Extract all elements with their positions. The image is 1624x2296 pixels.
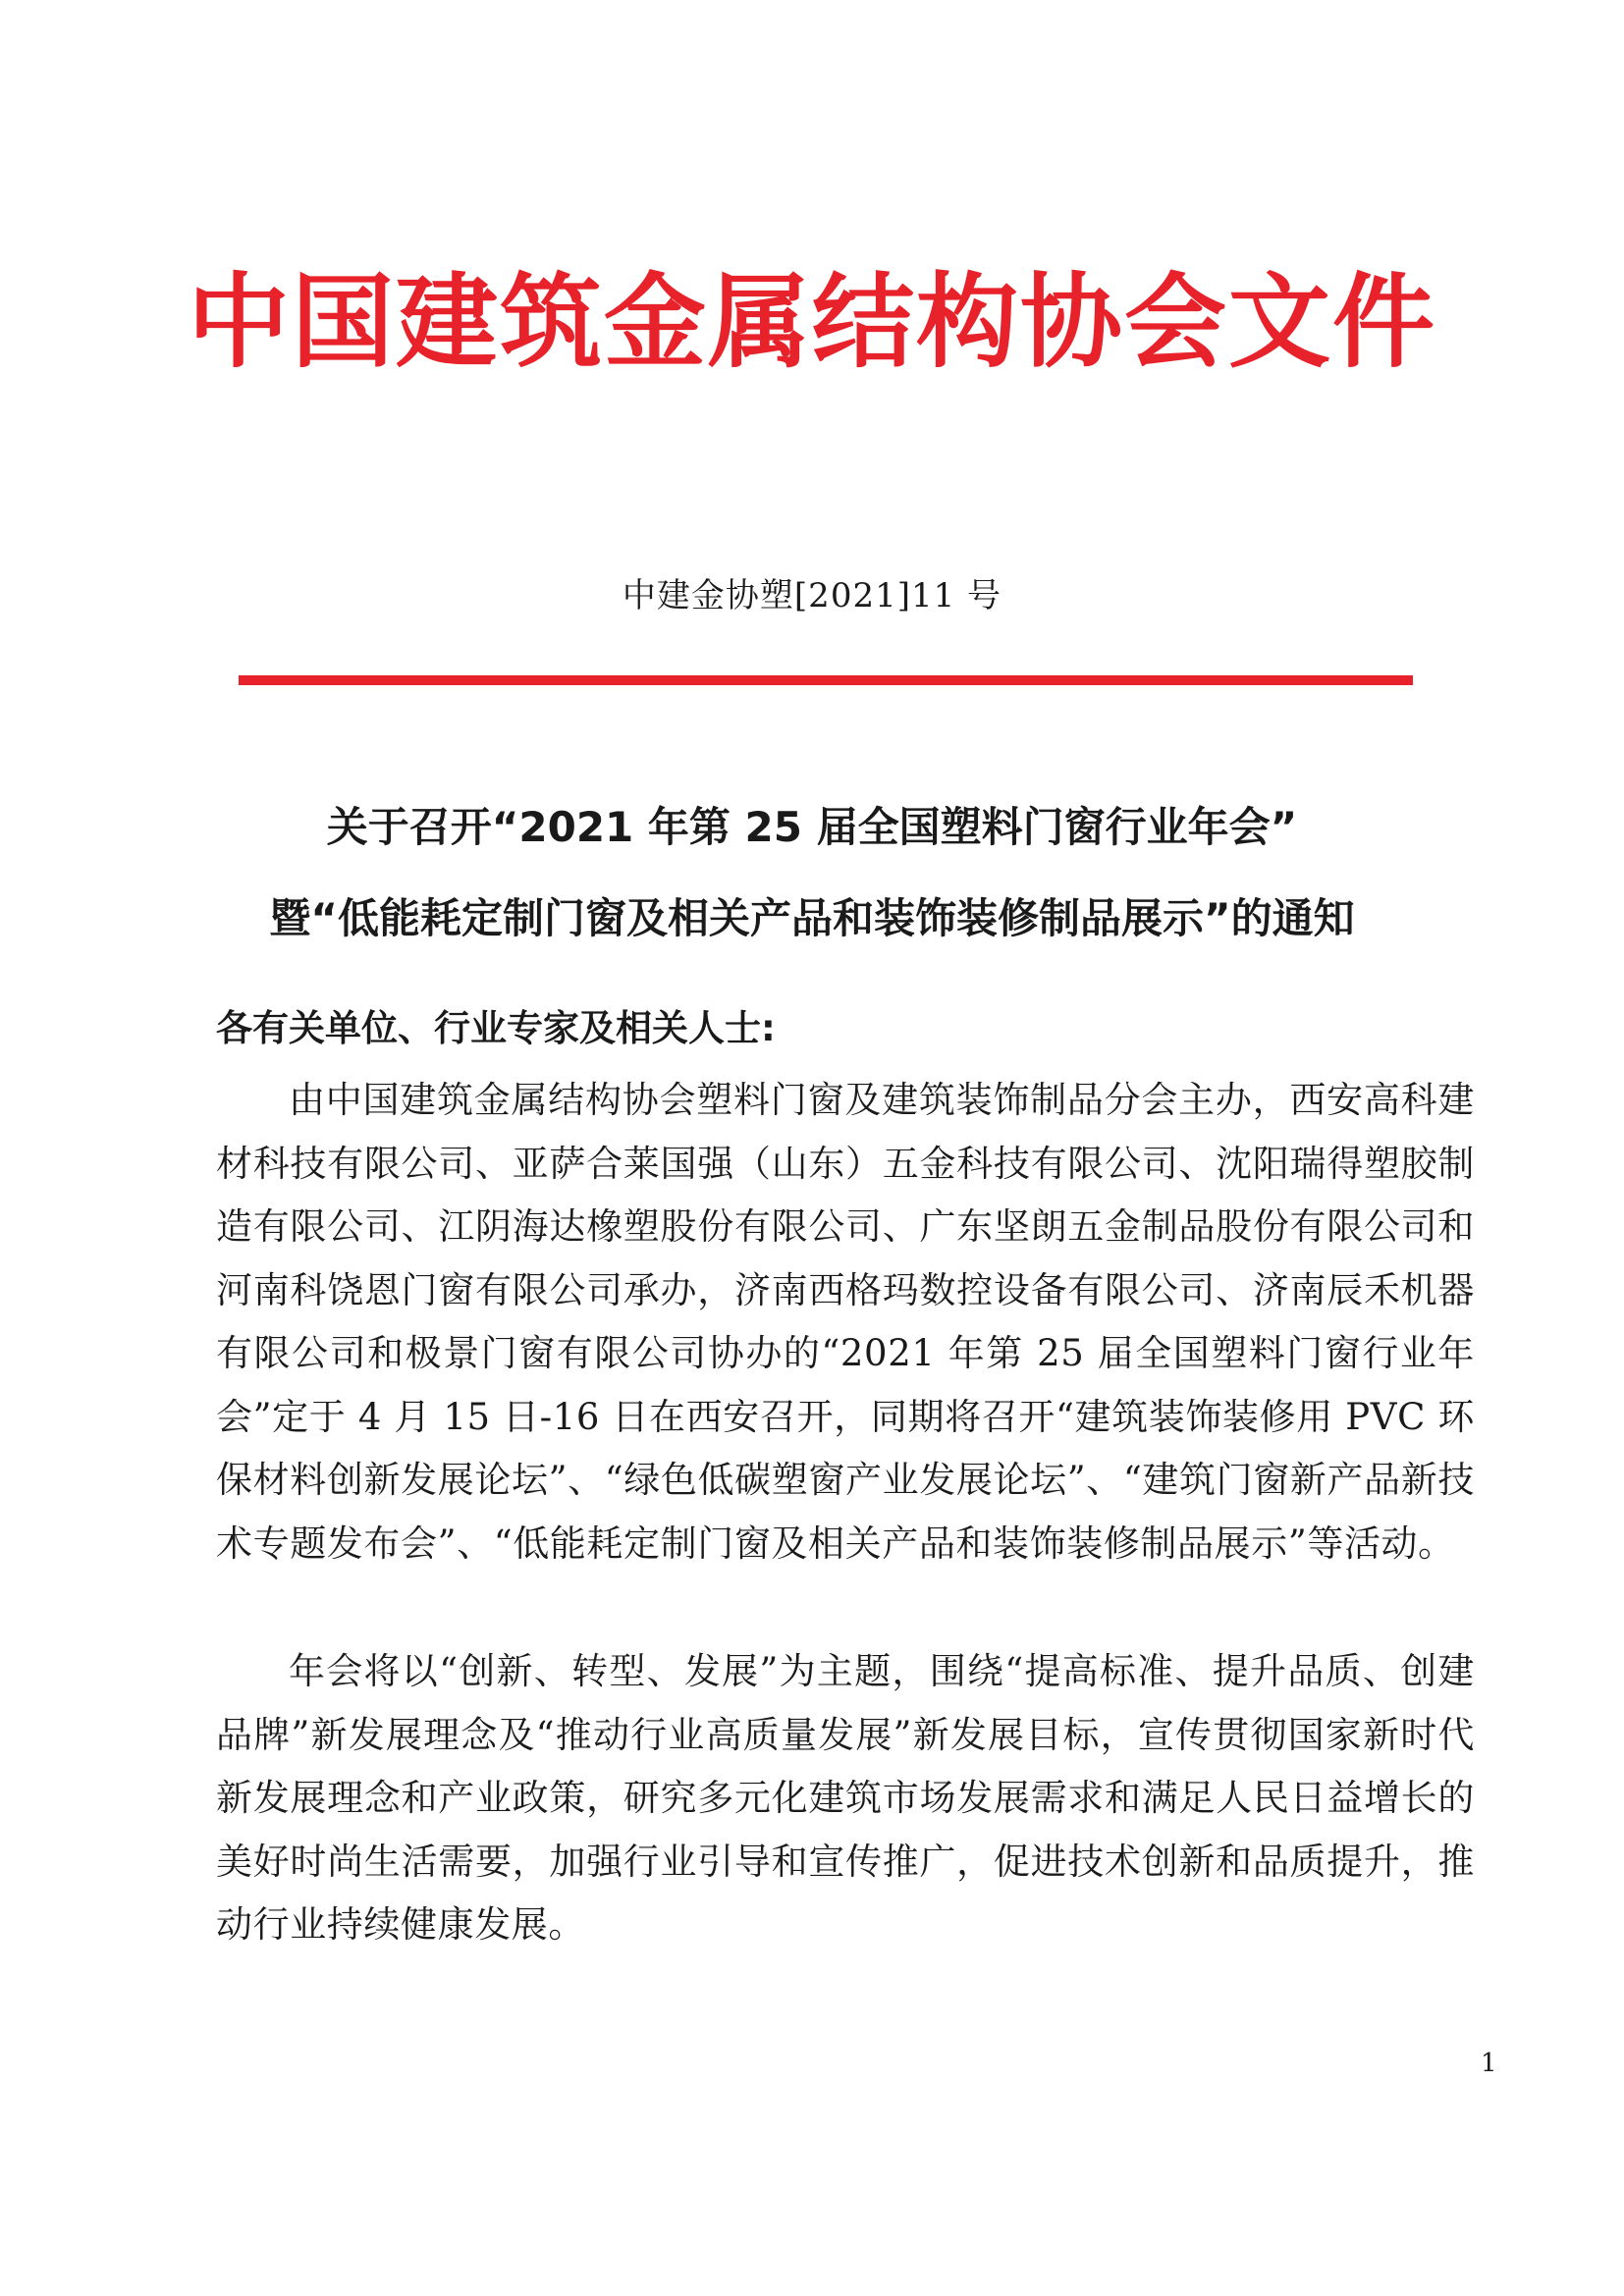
notice-title-line-1: 关于召开“2021 年第 25 届全国塑料门窗行业年会”	[326, 803, 1298, 851]
red-divider-rule	[239, 675, 1413, 685]
salutation: 各有关单位、行业专家及相关人士:	[216, 1007, 776, 1049]
masthead-title: 中国建筑金属结构协会文件	[187, 262, 1436, 382]
body-paragraph: 年会将以“创新、转型、发展”为主题，围绕“提高标准、提升品质、创建品牌”新发展理念及“推动行业高质量发展”新发展目标，宣传贯彻国家新时代新发展理念和产业政策，研究多元化建筑市场发展需求和满足人民日益增长的美好时尚生活需要，加强行业引导和宣传推广，促进技术创新和品质提升，推动行业持续健康发展。	[216, 1650, 1475, 1946]
page-number: 1	[1481, 2049, 1497, 2078]
notice-title-line-2: 暨“低能耗定制门窗及相关产品和装饰装修制品展示”的通知	[269, 894, 1355, 942]
document-number: 中建金协塑[2021]11 号	[622, 576, 1002, 615]
body-paragraph: 由中国建筑金属结构协会塑料门窗及建筑装饰制品分会主办，西安高科建材科技有限公司、亚萨合莱国强（山东）五金科技有限公司、沈阳瑞得塑胶制造有限公司、江阴海达橡塑股份有限公司、广东坚朗五金制品股份有限公司和河南科饶恩门窗有限公司承办，济南西格玛数控设备有限公司、济南辰禾机器有限公司和极景门窗有限公司协办的“2021 年第 25 届全国塑料门窗行业年会”定于 4 月 15 日-16 日在西安召开，同期将召开“建筑装饰装修用 PVC 环保材料创新发展论坛”、“绿色低碳塑窗产业发展论坛”、“建筑门窗新产品新技术专题发布会”、“低能耗定制门窗及相关产品和装饰装修制品展示”等活动。	[216, 1079, 1475, 1565]
